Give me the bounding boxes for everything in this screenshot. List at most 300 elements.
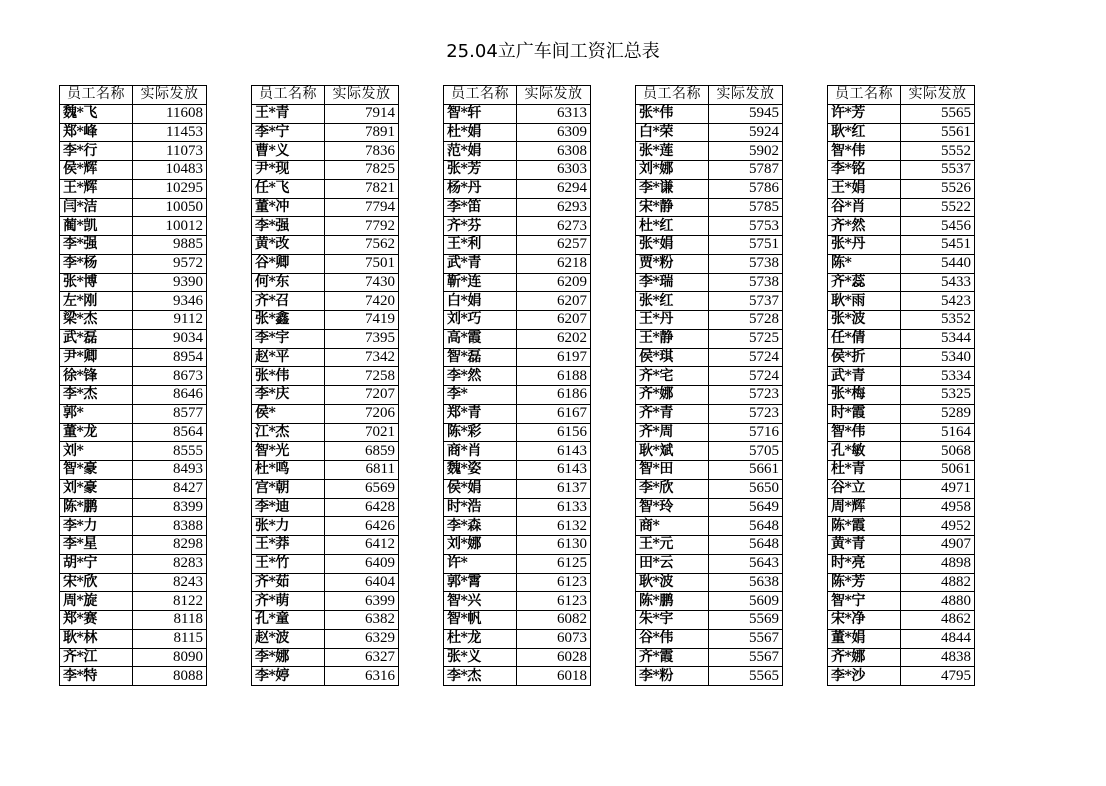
employee-name-cell: 智*轩 [444,104,517,123]
employee-name-cell: 李*娜 [252,648,325,667]
actual-pay-cell: 5352 [901,311,975,330]
table-row [252,648,399,667]
table-row [636,179,783,198]
table-row [636,442,783,461]
actual-pay-cell: 7206 [325,404,399,423]
employee-name-cell: 王*元 [636,536,709,555]
actual-pay-cell: 6859 [325,442,399,461]
actual-pay-cell: 4952 [901,517,975,536]
table-row [636,536,783,555]
table-row [444,423,591,442]
actual-pay-cell: 5705 [709,442,783,461]
employee-name-cell: 张*梅 [828,386,901,405]
actual-pay-cell: 6811 [325,461,399,480]
table-row [828,142,975,161]
table-row [828,254,975,273]
actual-pay-cell: 5649 [709,498,783,517]
employee-name-cell: 杨*丹 [444,179,517,198]
actual-pay-cell: 5650 [709,479,783,498]
employee-name-cell: 蔺*凯 [60,217,133,236]
employee-name-cell: 左*刚 [60,292,133,311]
actual-pay-cell: 5723 [709,404,783,423]
actual-pay-cell: 8298 [133,536,207,555]
actual-pay-cell: 8388 [133,517,207,536]
actual-pay-cell: 6167 [517,404,591,423]
actual-pay-cell: 5924 [709,123,783,142]
actual-pay-cell: 5334 [901,367,975,386]
employee-name-cell: 王*静 [636,329,709,348]
actual-pay-cell: 6143 [517,461,591,480]
actual-pay-cell: 7825 [325,161,399,180]
employee-name-cell: 李*欣 [636,479,709,498]
actual-pay-cell: 5061 [901,461,975,480]
employee-name-cell: 王*青 [252,104,325,123]
actual-pay-cell: 6428 [325,498,399,517]
employee-name-cell: 齐*召 [252,292,325,311]
table-row [60,461,207,480]
actual-pay-cell: 7395 [325,329,399,348]
actual-pay-cell: 10050 [133,198,207,217]
table-row [636,367,783,386]
employee-name-cell: 智*磊 [444,348,517,367]
employee-name-cell: 李*婷 [252,667,325,686]
actual-pay-cell: 5728 [709,311,783,330]
employee-name-cell: 陈*霞 [828,517,901,536]
employee-name-cell: 尹*卿 [60,348,133,367]
actual-pay-cell: 5289 [901,404,975,423]
employee-name-cell: 许*芳 [828,104,901,123]
table-row [636,386,783,405]
table-row [444,536,591,555]
employee-name-cell: 白*荣 [636,123,709,142]
table-row [60,123,207,142]
table-row [828,198,975,217]
actual-pay-cell: 6207 [517,292,591,311]
employee-name-cell: 杜*龙 [444,629,517,648]
employee-name-cell: 王*辉 [60,179,133,198]
header-row [636,86,783,105]
table-row [444,142,591,161]
employee-name-cell: 李*力 [60,517,133,536]
employee-name-cell: 侯*辉 [60,161,133,180]
employee-name-cell: 齐*芬 [444,217,517,236]
table-row [444,667,591,686]
table-row [60,667,207,686]
table-row [828,667,975,686]
employee-name-cell: 魏*姿 [444,461,517,480]
table-row [60,592,207,611]
table-row [60,554,207,573]
employee-name-cell: 商* [636,517,709,536]
employee-name-cell: 齐*萌 [252,592,325,611]
employee-name-cell: 李*杰 [60,386,133,405]
table-row [828,629,975,648]
table-row [828,461,975,480]
actual-pay-cell: 5725 [709,329,783,348]
actual-pay-cell: 4795 [901,667,975,686]
table-row [60,179,207,198]
table-row [444,236,591,255]
actual-pay-cell: 5164 [901,423,975,442]
employee-name-cell: 智*帆 [444,611,517,630]
header-row [60,86,207,105]
employee-name-cell: 李*特 [60,667,133,686]
table-row [828,423,975,442]
table-row [636,498,783,517]
employee-name-cell: 张*伟 [636,104,709,123]
employee-name-cell: 王*竹 [252,554,325,573]
table-row [636,142,783,161]
table-row [60,573,207,592]
actual-pay-cell: 5567 [709,629,783,648]
employee-name-cell: 耿*雨 [828,292,901,311]
table-row [636,273,783,292]
table-row [636,161,783,180]
employee-name-cell: 黄*改 [252,236,325,255]
actual-pay-cell: 8118 [133,611,207,630]
employee-name-cell: 赵*波 [252,629,325,648]
table-row [636,648,783,667]
table-row [636,479,783,498]
table-row [636,517,783,536]
actual-pay-cell: 5325 [901,386,975,405]
actual-pay-cell: 8088 [133,667,207,686]
employee-name-cell: 刘*豪 [60,479,133,498]
table-row [444,254,591,273]
employee-name-cell: 时*霞 [828,404,901,423]
actual-pay-cell: 6188 [517,367,591,386]
employee-name-cell: 周*辉 [828,498,901,517]
actual-pay-cell: 4862 [901,611,975,630]
actual-pay-cell: 5648 [709,536,783,555]
table-row [828,517,975,536]
actual-pay-cell: 8283 [133,554,207,573]
table-row [60,236,207,255]
table-row [252,273,399,292]
actual-pay-cell: 7821 [325,179,399,198]
employee-name-cell: 王*娟 [828,179,901,198]
employee-name-cell: 李*沙 [828,667,901,686]
employee-name-cell: 商*肖 [444,442,517,461]
employee-name-cell: 田*云 [636,554,709,573]
table-row [828,442,975,461]
actual-pay-cell: 8673 [133,367,207,386]
table-row [828,592,975,611]
table-row [828,648,975,667]
table-row [828,573,975,592]
actual-pay-cell: 5787 [709,161,783,180]
actual-pay-cell: 5609 [709,592,783,611]
header-name: 员工名称 [252,86,325,105]
actual-pay-cell: 6273 [517,217,591,236]
header-amount: 实际发放 [709,86,783,105]
page-title: 25.04立广车间工资汇总表 [446,41,660,62]
table-row [828,311,975,330]
employee-name-cell: 杜*鸣 [252,461,325,480]
table-row [60,367,207,386]
employee-name-cell: 宋*欣 [60,573,133,592]
employee-name-cell: 杜*娟 [444,123,517,142]
actual-pay-cell: 8577 [133,404,207,423]
actual-pay-cell: 9034 [133,329,207,348]
actual-pay-cell: 10483 [133,161,207,180]
employee-name-cell: 陈*芳 [828,573,901,592]
actual-pay-cell: 4838 [901,648,975,667]
table-row [252,104,399,123]
employee-name-cell: 武*青 [828,367,901,386]
table-row [828,554,975,573]
actual-pay-cell: 5569 [709,611,783,630]
actual-pay-cell: 7914 [325,104,399,123]
actual-pay-cell: 6294 [517,179,591,198]
employee-name-cell: 胡*宁 [60,554,133,573]
table-row [636,423,783,442]
table-row [60,142,207,161]
actual-pay-cell: 8427 [133,479,207,498]
actual-pay-cell: 6137 [517,479,591,498]
table-row [60,648,207,667]
actual-pay-cell: 6123 [517,592,591,611]
table-row [636,573,783,592]
actual-pay-cell: 11608 [133,104,207,123]
actual-pay-cell: 8243 [133,573,207,592]
actual-pay-cell: 10295 [133,179,207,198]
header-amount: 实际发放 [901,86,975,105]
employee-name-cell: 陈*鹏 [60,498,133,517]
employee-name-cell: 郭* [60,404,133,423]
employee-name-cell: 李*杰 [444,667,517,686]
table-row [60,423,207,442]
actual-pay-cell: 8399 [133,498,207,517]
table-row [60,348,207,367]
employee-name-cell: 宋*净 [828,611,901,630]
employee-name-cell: 张*娟 [636,236,709,255]
table-row [252,198,399,217]
actual-pay-cell: 11453 [133,123,207,142]
actual-pay-cell: 6186 [517,386,591,405]
actual-pay-cell: 5526 [901,179,975,198]
table-row [444,554,591,573]
employee-name-cell: 黄*青 [828,536,901,555]
salary-table-3 [443,85,591,686]
table-row [828,292,975,311]
employee-name-cell: 齐*青 [636,404,709,423]
table-row [828,367,975,386]
header-name: 员工名称 [444,86,517,105]
table-row [636,292,783,311]
table-row [252,573,399,592]
employee-name-cell: 李*杨 [60,254,133,273]
table-row [636,236,783,255]
header-row [828,86,975,105]
actual-pay-cell: 5423 [901,292,975,311]
actual-pay-cell: 6399 [325,592,399,611]
actual-pay-cell: 5902 [709,142,783,161]
table-row [444,179,591,198]
employee-name-cell: 尹*现 [252,161,325,180]
table-row [444,442,591,461]
employee-name-cell: 齐*娜 [828,648,901,667]
employee-name-cell: 魏*飞 [60,104,133,123]
table-row [252,479,399,498]
table-row [444,104,591,123]
employee-name-cell: 李*星 [60,536,133,555]
actual-pay-cell: 5786 [709,179,783,198]
actual-pay-cell: 9572 [133,254,207,273]
employee-name-cell: 齐*宅 [636,367,709,386]
employee-name-cell: 赵*平 [252,348,325,367]
actual-pay-cell: 6382 [325,611,399,630]
employee-name-cell: 曹*义 [252,142,325,161]
table-row [252,611,399,630]
employee-name-cell: 武*磊 [60,329,133,348]
employee-name-cell: 李*瑞 [636,273,709,292]
table-row [828,348,975,367]
actual-pay-cell: 5638 [709,573,783,592]
table-row [636,104,783,123]
table-row [828,498,975,517]
employee-name-cell: 耿*红 [828,123,901,142]
actual-pay-cell: 7342 [325,348,399,367]
employee-name-cell: 刘*娜 [636,161,709,180]
employee-name-cell: 谷*卿 [252,254,325,273]
table-row [444,311,591,330]
actual-pay-cell: 11073 [133,142,207,161]
salary-table-1 [59,85,207,686]
employee-name-cell: 李*行 [60,142,133,161]
table-row [252,667,399,686]
actual-pay-cell: 5068 [901,442,975,461]
employee-name-cell: 张*丹 [828,236,901,255]
salary-table-5 [827,85,975,686]
table-row [828,386,975,405]
employee-name-cell: 宫*朝 [252,479,325,498]
actual-pay-cell: 6303 [517,161,591,180]
employee-name-cell: 张*义 [444,648,517,667]
table-row [60,404,207,423]
actual-pay-cell: 5751 [709,236,783,255]
actual-pay-cell: 7891 [325,123,399,142]
table-row [60,479,207,498]
table-row [444,386,591,405]
table-row [444,329,591,348]
employee-name-cell: 李*宇 [252,329,325,348]
actual-pay-cell: 6412 [325,536,399,555]
table-row [252,367,399,386]
table-row [60,198,207,217]
table-row [252,423,399,442]
salary-table-2 [251,85,399,686]
table-row [636,554,783,573]
actual-pay-cell: 5945 [709,104,783,123]
employee-name-cell: 任*倩 [828,329,901,348]
actual-pay-cell: 4880 [901,592,975,611]
employee-name-cell: 李* [444,386,517,405]
actual-pay-cell: 4971 [901,479,975,498]
employee-name-cell: 齐*蕊 [828,273,901,292]
actual-pay-cell: 6329 [325,629,399,648]
employee-name-cell: 李*铭 [828,161,901,180]
actual-pay-cell: 6156 [517,423,591,442]
employee-name-cell: 张*博 [60,273,133,292]
header-name: 员工名称 [636,86,709,105]
employee-name-cell: 张*莲 [636,142,709,161]
employee-name-cell: 郑*青 [444,404,517,423]
employee-name-cell: 李*然 [444,367,517,386]
table-row [636,329,783,348]
employee-name-cell: 智*豪 [60,461,133,480]
table-row [444,461,591,480]
actual-pay-cell: 6404 [325,573,399,592]
table-row [828,273,975,292]
employee-name-cell: 王*莽 [252,536,325,555]
table-row [636,123,783,142]
actual-pay-cell: 6218 [517,254,591,273]
table-row [60,498,207,517]
actual-pay-cell: 5785 [709,198,783,217]
table-row [444,348,591,367]
actual-pay-cell: 5724 [709,348,783,367]
employee-name-cell: 张*芳 [444,161,517,180]
table-row [60,442,207,461]
header-name: 员工名称 [60,86,133,105]
actual-pay-cell: 6125 [517,554,591,573]
actual-pay-cell: 7258 [325,367,399,386]
header-amount: 实际发放 [517,86,591,105]
employee-name-cell: 张*力 [252,517,325,536]
table-row [444,648,591,667]
actual-pay-cell: 7021 [325,423,399,442]
actual-pay-cell: 5738 [709,273,783,292]
actual-pay-cell: 5451 [901,236,975,255]
table-row [636,629,783,648]
table-row [252,179,399,198]
table-row [444,367,591,386]
actual-pay-cell: 7562 [325,236,399,255]
table-row [252,536,399,555]
actual-pay-cell: 10012 [133,217,207,236]
actual-pay-cell: 6293 [517,198,591,217]
actual-pay-cell: 5522 [901,198,975,217]
table-row [444,161,591,180]
employee-name-cell: 齐*娜 [636,386,709,405]
actual-pay-cell: 6018 [517,667,591,686]
actual-pay-cell: 5753 [709,217,783,236]
table-row [828,611,975,630]
actual-pay-cell: 9885 [133,236,207,255]
actual-pay-cell: 5723 [709,386,783,405]
header-row [252,86,399,105]
actual-pay-cell: 5340 [901,348,975,367]
table-row [60,292,207,311]
table-row [444,404,591,423]
employee-name-cell: 齐*周 [636,423,709,442]
employee-name-cell: 陈* [828,254,901,273]
actual-pay-cell: 5737 [709,292,783,311]
actual-pay-cell: 4907 [901,536,975,555]
actual-pay-cell: 5648 [709,517,783,536]
employee-name-cell: 朱*宇 [636,611,709,630]
actual-pay-cell: 6209 [517,273,591,292]
actual-pay-cell: 6082 [517,611,591,630]
table-row [252,592,399,611]
employee-name-cell: 白*娟 [444,292,517,311]
table-row [828,479,975,498]
employee-name-cell: 李*森 [444,517,517,536]
table-row [60,517,207,536]
table-row [60,217,207,236]
employee-name-cell: 侯*折 [828,348,901,367]
